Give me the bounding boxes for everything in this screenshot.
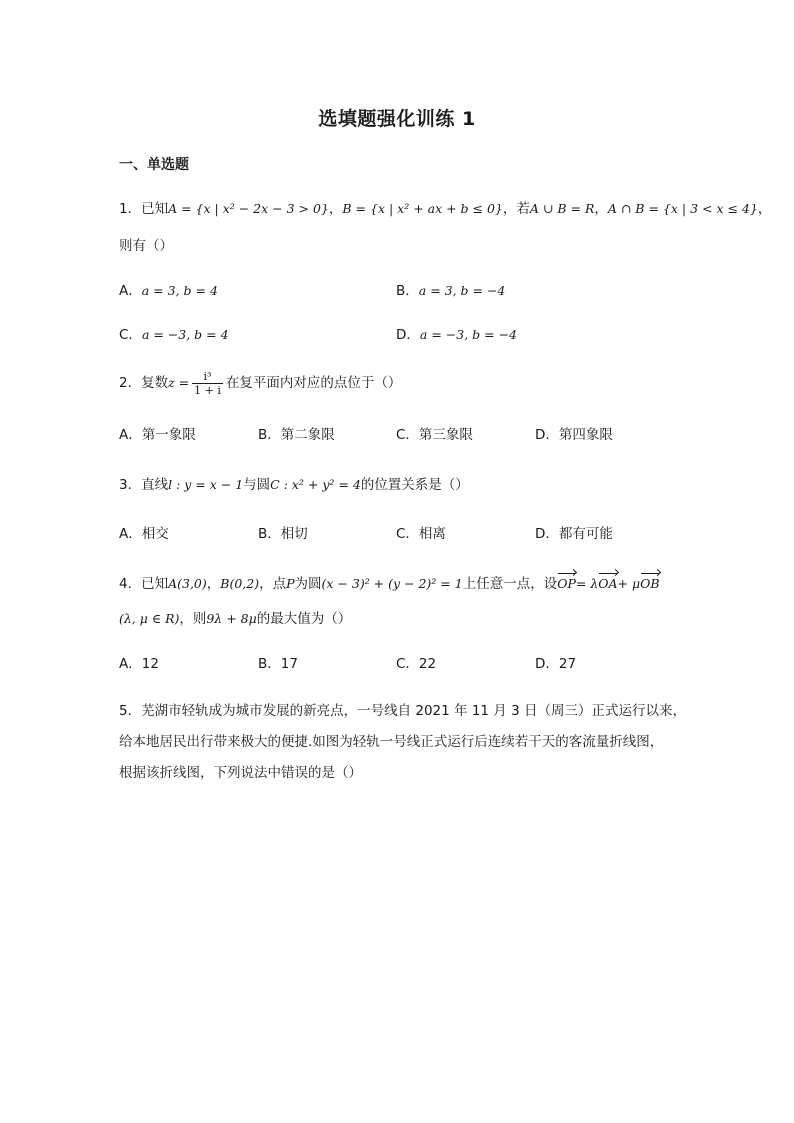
q1-option-a[interactable]: A．a = 3, b = 4 [119, 283, 218, 299]
page-title: 选填题强化训练 1 [318, 108, 476, 130]
question-5-stem-line1: 5．芜湖市轻轨成为城市发展的新亮点，一号线自 2021 年 11 月 3 日（周三）正式运行以来， [119, 703, 686, 719]
vector-oa: OA [598, 574, 617, 594]
q4-option-b[interactable]: B．17 [258, 656, 298, 672]
question-1-stem-cont: 则有（） [119, 238, 173, 254]
q3-option-a[interactable]: A．相交 [119, 526, 169, 542]
question-4-stem-cont: (λ, μ ∈ R)，则9λ + 8μ的最大值为（） [119, 611, 352, 627]
question-5-stem-line3: 根据该折线图，下列说法中错误的是（） [119, 765, 362, 781]
q3-option-b[interactable]: B．相切 [258, 526, 308, 542]
section-heading: 一、单选题 [119, 157, 189, 173]
q2-option-d[interactable]: D．第四象限 [535, 427, 613, 443]
set-a: A = {x | x² − 2x − 3 > 0} [168, 201, 329, 216]
question-3-stem: 3．直线l : y = x − 1与圆C : x² + y² = 4的位置关系是（） [119, 477, 469, 493]
question-5-stem-line2: 给本地居民出行带来极大的便捷.如图为轻轨一号线正式运行后连续若干天的客流量折线图， [119, 734, 664, 750]
question-4-stem: 4．已知A(3,0)，B(0,2)，点P为圆(x − 3)² + (y − 2)² = 1上任意一点，设OP= λOA+ μOB [119, 576, 660, 592]
q3-option-c[interactable]: C．相离 [396, 526, 446, 542]
vector-ob: OB [640, 574, 659, 594]
union-expr: A ∪ B = R [529, 201, 595, 216]
q1-option-b[interactable]: B．a = 3, b = −4 [396, 283, 506, 299]
q4-option-d[interactable]: D．27 [535, 656, 577, 672]
q2-option-c[interactable]: C．第三象限 [396, 427, 473, 443]
set-b: B = {x | x² + ax + b ≤ 0} [342, 201, 503, 216]
q2-option-b[interactable]: B．第二象限 [258, 427, 335, 443]
q3-option-d[interactable]: D．都有可能 [535, 526, 613, 542]
question-1-stem: 1．已知A = {x | x² − 2x − 3 > 0}，B = {x | x² + ax + b ≤ 0}，若A ∪ B = R，A ∩ B = {x | 3 < x ≤ 4}， [119, 201, 772, 217]
q4-option-a[interactable]: A．12 [119, 656, 159, 672]
q1-option-d[interactable]: D．a = −3, b = −4 [396, 327, 518, 343]
q1-option-c[interactable]: C．a = −3, b = 4 [119, 327, 229, 343]
question-2-stem: 2．复数z = $\frac{\text{i³}}{1 + i}$ 在复平面内对应的点位于（） [119, 369, 402, 397]
vector-op: OP [557, 574, 576, 594]
intersection-expr: A ∩ B = {x | 3 < x ≤ 4} [607, 201, 758, 216]
q4-option-c[interactable]: C．22 [396, 656, 437, 672]
fraction: $\frac{\text{i³}}{1 + i}$ [194, 369, 221, 397]
q2-option-a[interactable]: A．第一象限 [119, 427, 196, 443]
